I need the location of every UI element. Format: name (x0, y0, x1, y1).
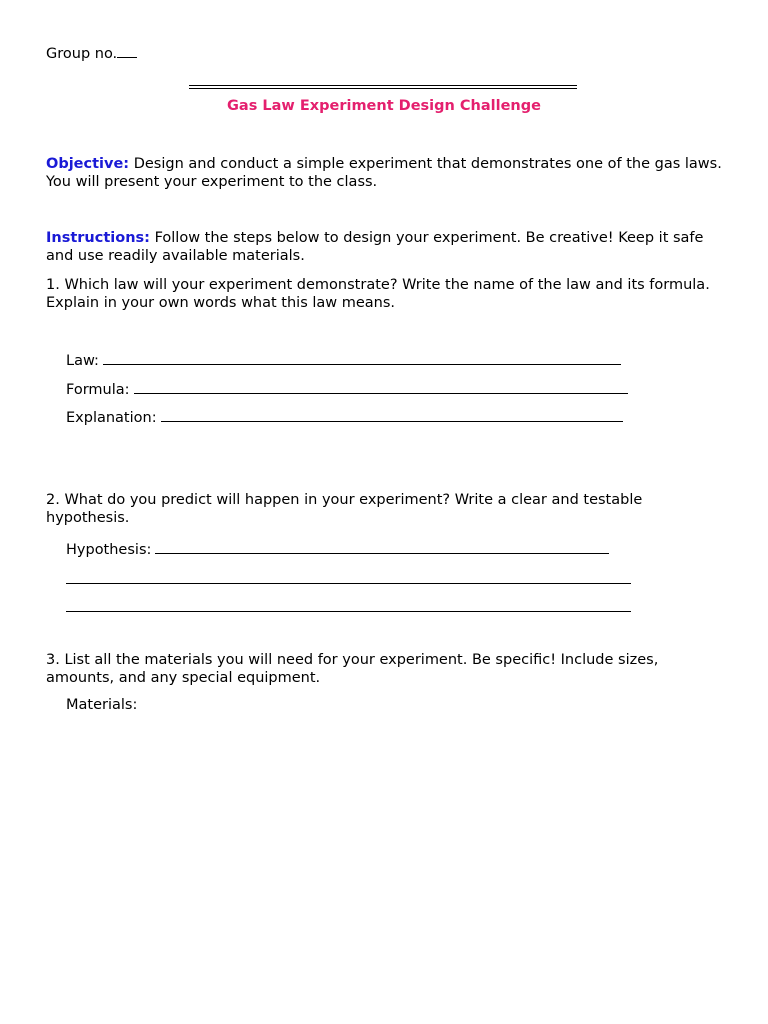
group-number-blank[interactable] (117, 43, 137, 58)
group-number (46, 43, 137, 62)
law-label: Law: (66, 353, 99, 369)
law-field (66, 350, 621, 369)
law-input-line[interactable] (103, 350, 621, 365)
formula-field (66, 379, 628, 398)
hypothesis-line-2[interactable] (66, 582, 631, 584)
instructions-section (46, 229, 726, 265)
hypothesis-input-line[interactable] (155, 539, 609, 554)
formula-label: Formula: (66, 382, 130, 398)
title-rule-bottom (189, 88, 577, 89)
explanation-field (66, 407, 623, 426)
explanation-label: Explanation: (66, 410, 157, 426)
step3-question: 3. List all the materials you will need for your experiment. Be specific! Include sizes, amounts, and any special equipment. (46, 652, 659, 686)
hypothesis-field (66, 539, 609, 558)
instructions-text: Follow the steps below to design your experiment. Be creative! Keep it safe and use readily available materials. (46, 230, 704, 264)
hypothesis-label: Hypothesis: (66, 542, 152, 558)
materials-label: Materials: (66, 697, 138, 713)
objective-section (46, 155, 726, 191)
step2-question: 2. What do you predict will happen in your experiment? Write a clear and testable hypothesis. (46, 492, 643, 526)
group-label: Group no. (46, 46, 118, 62)
formula-input-line[interactable] (134, 379, 628, 394)
objective-label: Objective: (46, 156, 130, 172)
hypothesis-line-3[interactable] (66, 610, 631, 612)
title-rule-top (189, 85, 577, 86)
page-title: Gas Law Experiment Design Challenge (227, 98, 541, 114)
explanation-input-line[interactable] (161, 407, 623, 422)
step1-question: 1. Which law will your experiment demonstrate? Write the name of the law and its formula. Explain in your own words what this law means. (46, 277, 710, 311)
materials-field (66, 697, 137, 713)
objective-text: Design and conduct a simple experiment that demonstrates one of the gas laws. You will present your experiment to the class. (46, 156, 722, 190)
instructions-label: Instructions: (46, 230, 150, 246)
